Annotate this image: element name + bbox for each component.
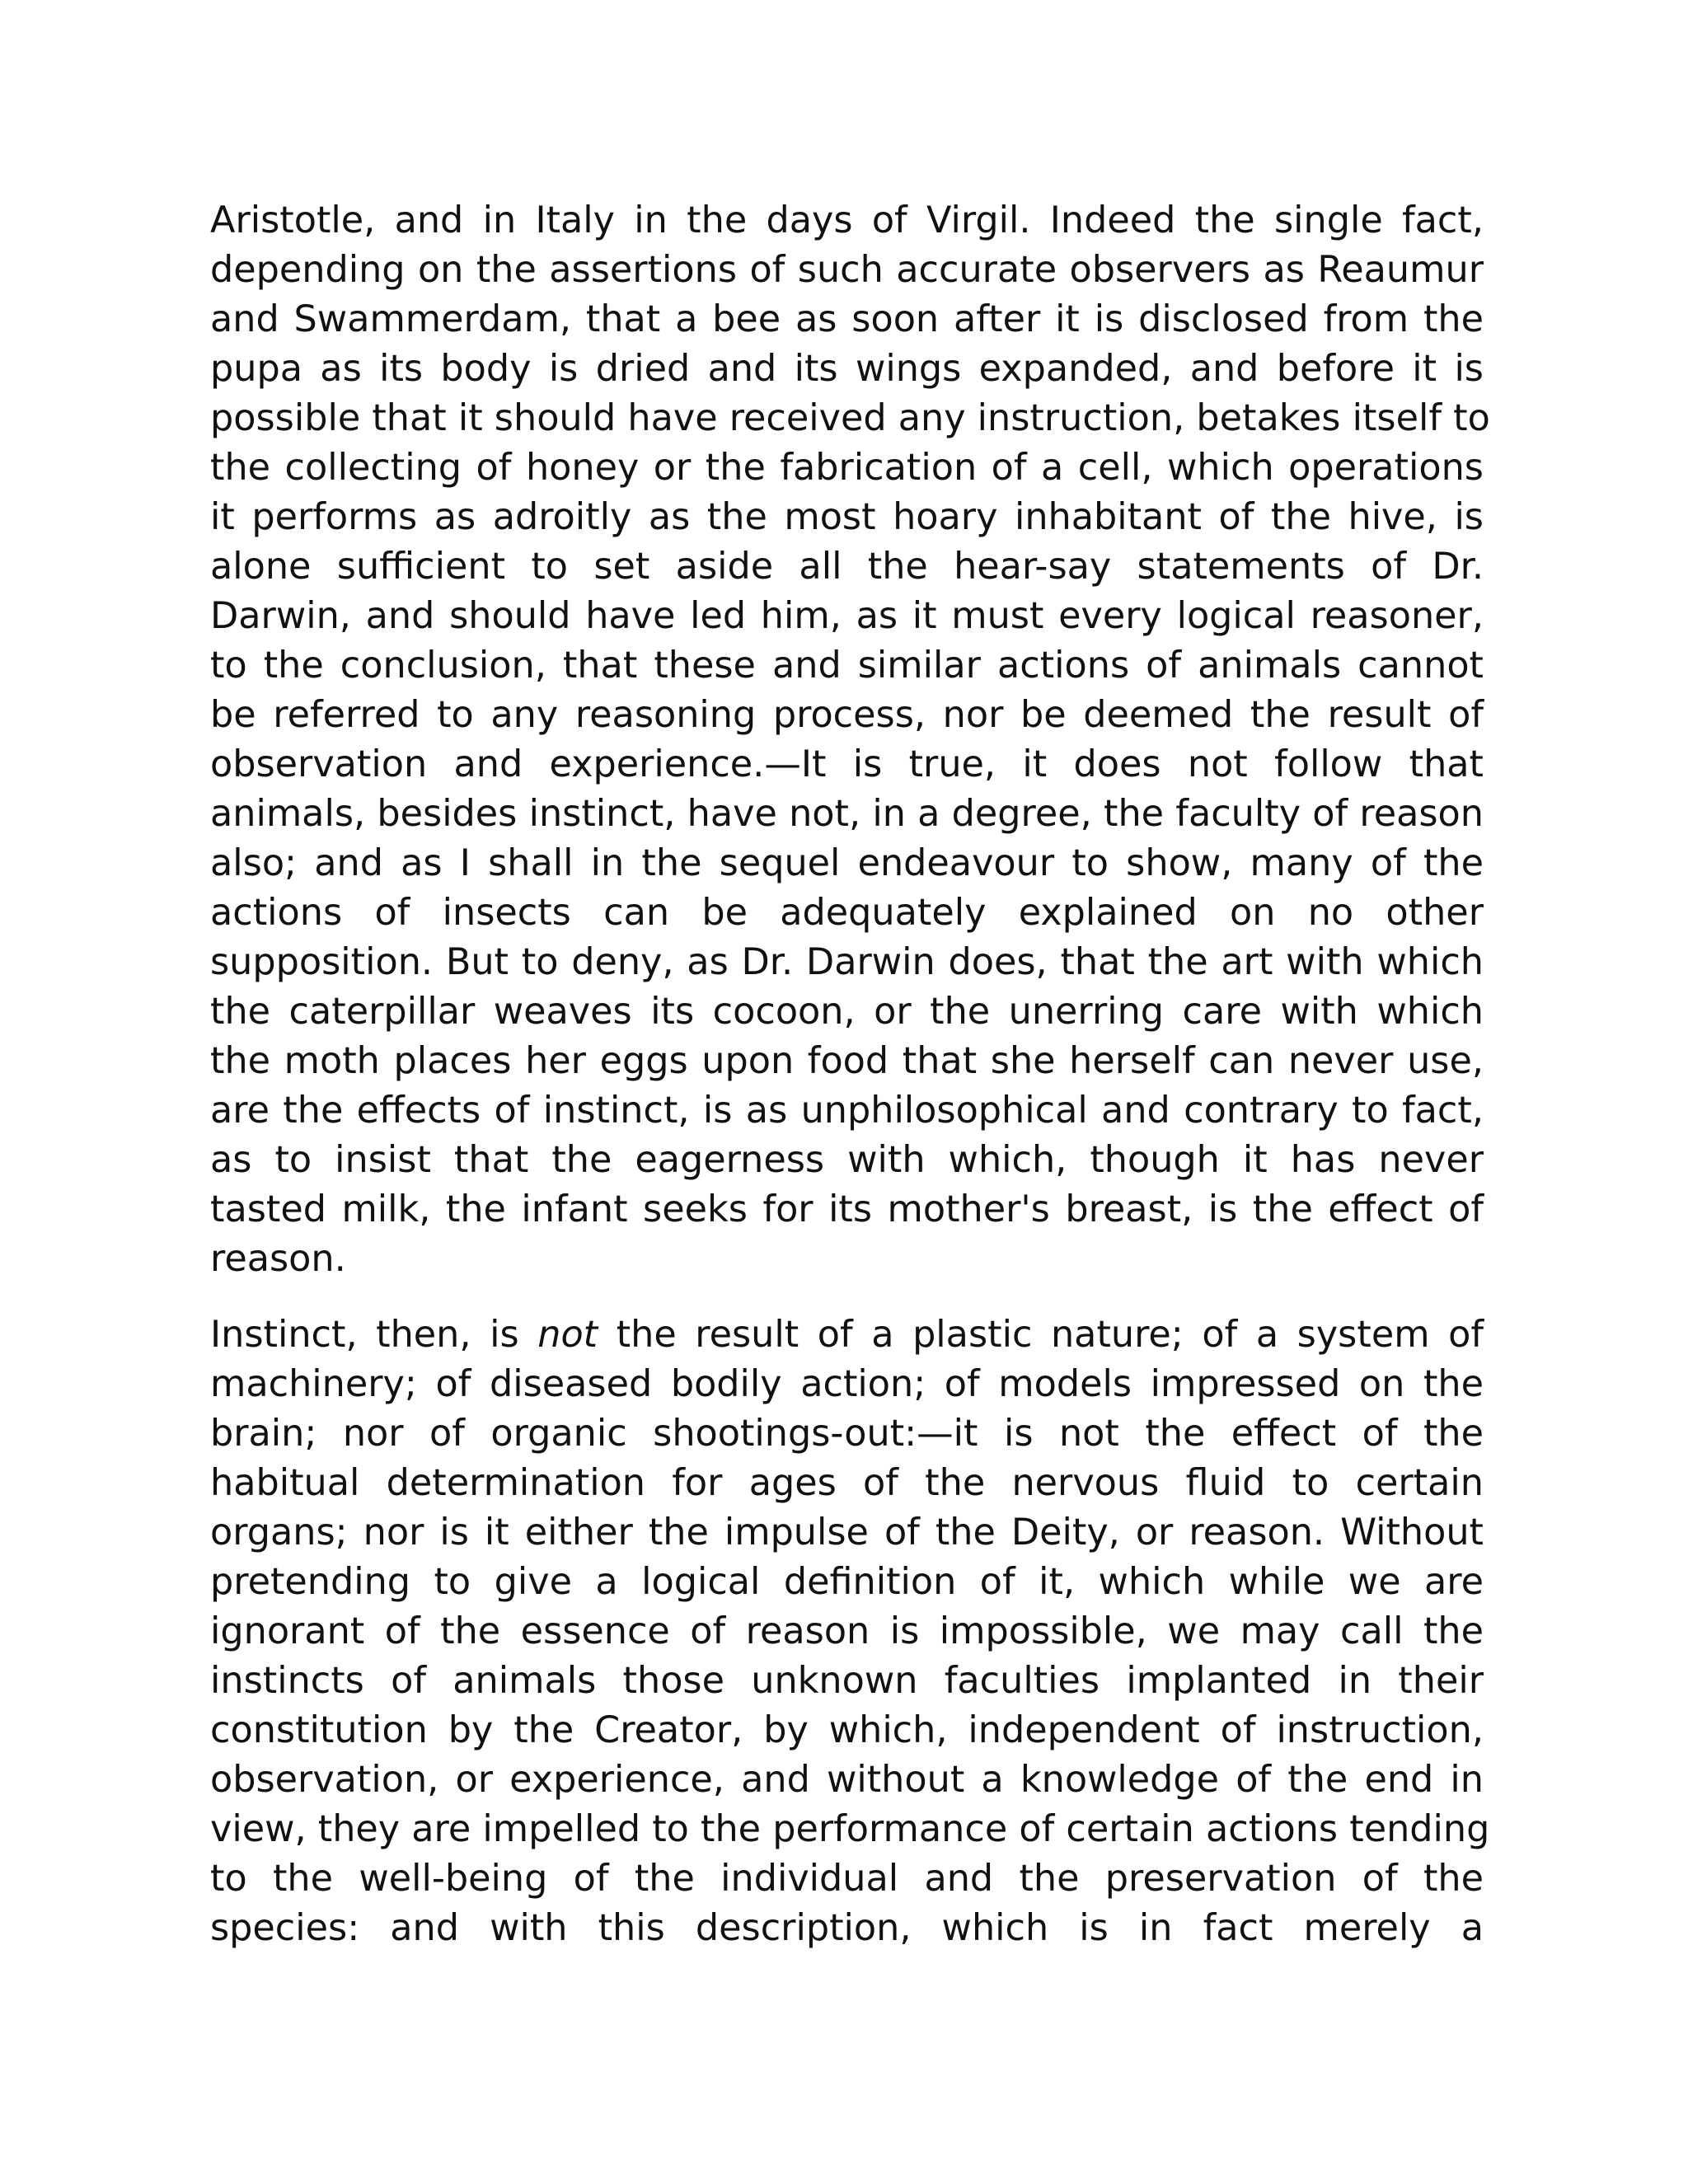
text-line: as to insist that the eagerness with which, though it has never — [210, 1139, 1484, 1181]
text-line-with-emphasis — [210, 1310, 1484, 1360]
text-line: pupa as its body is dried and its wings expanded, and before it is — [210, 348, 1484, 390]
text-line: to the well-being of the individual and the preservation of the — [210, 1858, 1484, 1900]
text-line: observation and experience.—It is true, it does not follow that — [210, 743, 1484, 785]
text-line: Aristotle, and in Italy in the days of Virgil. Indeed the single fact, — [210, 199, 1484, 241]
text-line: observation, or experience, and without a knowledge of the end in — [210, 1759, 1484, 1801]
text-line: tasted milk, the infant seeks for its mother's breast, is the effect of — [210, 1188, 1484, 1230]
text-line: actions of insects can be adequately explained on no other — [210, 892, 1484, 934]
text-line: are the effects of instinct, is as unphilosophical and contrary to fact, — [210, 1090, 1484, 1132]
text-line: animals, besides instinct, have not, in a degree, the faculty of reason — [210, 793, 1484, 835]
text-line: it performs as adroitly as the most hoary inhabitant of the hive, is — [210, 496, 1484, 538]
emphasis-text: not — [537, 1314, 598, 1356]
text-line: reason. — [210, 1238, 346, 1280]
text-segment: Instinct, then, is — [210, 1314, 538, 1356]
text-line: brain; nor of organic shootings-out:—it is not the effect of the — [210, 1413, 1484, 1455]
text-line: ignorant of the essence of reason is impossible, we may call the — [210, 1610, 1484, 1652]
text-line: the moth places her eggs upon food that she herself can never use, — [210, 1040, 1484, 1082]
text-line: and Swammerdam, that a bee as soon after it is disclosed from the — [210, 298, 1484, 340]
text-line: the collecting of honey or the fabrication of a cell, which operations — [210, 447, 1484, 489]
text-line: the caterpillar weaves its cocoon, or the unerring care with which — [210, 991, 1484, 1033]
paragraph-2 — [210, 1310, 1490, 1953]
text-line: be referred to any reasoning process, nor be deemed the result of — [210, 694, 1484, 736]
text-line: pretending to give a logical definition of it, which while we are — [210, 1561, 1484, 1603]
document-page — [210, 196, 1490, 1953]
text-line: depending on the assertions of such accurate observers as Reaumur — [210, 249, 1484, 291]
paragraph-1 — [210, 196, 1490, 1284]
text-line: Darwin, and should have led him, as it must every logical reasoner, — [210, 595, 1484, 637]
text-line: possible that it should have received any instruction, betakes itself to — [210, 397, 1490, 439]
text-line: view, they are impelled to the performance of certain actions tending — [210, 1808, 1490, 1850]
text-line: alone sufficient to set aside all the hear-say statements of Dr. — [210, 546, 1484, 588]
text-line: supposition. But to deny, as Dr. Darwin does, that the art with which — [210, 941, 1484, 983]
text-segment: the result of a plastic nature; of a system of — [598, 1314, 1484, 1356]
text-line: to the conclusion, that these and similar actions of animals cannot — [210, 644, 1484, 687]
text-line: machinery; of diseased bodily action; of models impressed on the — [210, 1363, 1484, 1405]
text-line: organs; nor is it either the impulse of the Deity, or reason. Without — [210, 1511, 1484, 1554]
text-line: instincts of animals those unknown faculties implanted in their — [210, 1660, 1484, 1702]
text-line: habitual determination for ages of the nervous fluid to certain — [210, 1462, 1484, 1504]
text-line: constitution by the Creator, by which, independent of instruction, — [210, 1709, 1484, 1751]
text-line: species: and with this description, which is in fact merely a — [210, 1907, 1484, 1949]
text-line: also; and as I shall in the sequel endeavour to show, many of the — [210, 842, 1484, 884]
